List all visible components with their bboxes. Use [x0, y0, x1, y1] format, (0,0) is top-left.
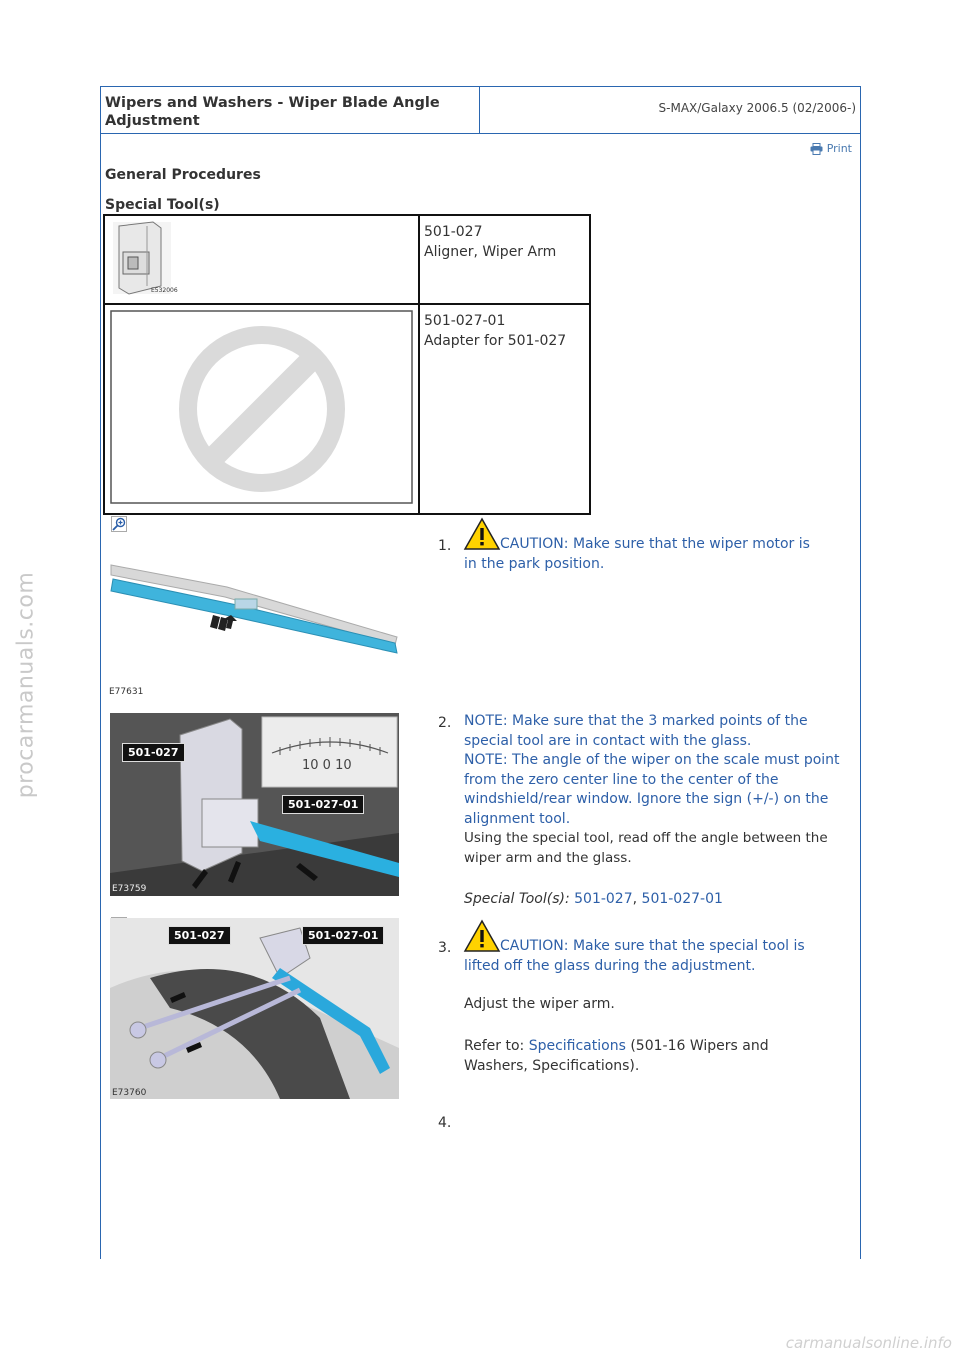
refer-suffix: (501-16 Wipers and Washers, Specifications). — [464, 1038, 769, 1074]
step-number: 4. — [438, 1115, 452, 1131]
tool-image-cell — [104, 304, 419, 514]
tool-image-aligner — [105, 216, 418, 299]
section-heading-general: General Procedures — [105, 167, 261, 183]
image-code: E73760 — [112, 1088, 147, 1098]
refer-prefix: Refer to: — [464, 1038, 525, 1054]
special-tools-label: Special Tool(s): — [464, 891, 570, 907]
step-number: 3. — [438, 940, 452, 956]
step-special-tools — [464, 890, 856, 910]
step-caution: CAUTION: Make sure that the special tool is lifted off the glass during the adjustment. — [464, 938, 805, 974]
tool-link-separator: , — [632, 891, 638, 907]
table-row — [104, 215, 590, 304]
step-caution: CAUTION: Make sure that the wiper motor is in the park position. — [464, 536, 810, 572]
step-reference — [464, 1037, 824, 1076]
photo-drawing — [110, 918, 399, 1099]
tool-image-code: E532006 — [151, 287, 178, 294]
special-tools-table — [103, 214, 591, 515]
callout-label: 501-027-01 — [302, 926, 384, 945]
tool-code: 501-027 — [424, 224, 483, 240]
tool-description-cell — [419, 304, 590, 514]
scale-readout: 10 0 10 — [302, 758, 352, 773]
step-number: 1. — [438, 538, 452, 554]
tool-image-cell — [104, 215, 419, 304]
side-watermark — [8, 560, 44, 810]
wiper-blade-illustration — [107, 557, 399, 702]
specifications-link[interactable]: Specifications — [528, 1038, 626, 1054]
table-row — [104, 304, 590, 514]
step-note: NOTE: Make sure that the 3 marked points of the special tool are in contact with the glass. — [464, 713, 808, 749]
image-code: E73759 — [112, 884, 147, 894]
document-frame — [100, 86, 861, 1259]
zoom-icon[interactable] — [111, 516, 127, 532]
page-header — [101, 87, 860, 134]
callout-label: 501-027 — [122, 743, 185, 762]
special-tool-on-glass-photo — [110, 713, 399, 896]
tool-code: 501-027-01 — [424, 313, 506, 329]
step-instruction: Adjust the wiper arm. — [464, 996, 615, 1012]
step-note: NOTE: The angle of the wiper on the scale must point from the zero center line to the center of the windshield/rear window. Ignore the sign (+/-) on the alignment tool. — [464, 752, 840, 827]
step-number: 2. — [438, 715, 452, 731]
tool-name: Aligner, Wiper Arm — [424, 244, 557, 260]
tool-name: Adapter for 501-027 — [424, 333, 567, 349]
side-watermark-text: procarmanuals.com — [13, 571, 39, 799]
no-image-placeholder-icon — [105, 305, 418, 509]
callout-label: 501-027-01 — [282, 795, 364, 814]
section-heading-special-tools: Special Tool(s) — [105, 197, 220, 213]
wiper-arm-adjustment-photo — [110, 918, 399, 1099]
image-code: E77631 — [109, 687, 144, 697]
step-instruction: Using the special tool, read off the angle between the wiper arm and the glass. — [464, 830, 828, 866]
callout-label: 501-027 — [168, 926, 231, 945]
tool-link-501-027[interactable]: 501-027 — [574, 891, 633, 907]
header-divider — [479, 87, 480, 133]
print-button[interactable] — [810, 142, 852, 155]
page-title: Wipers and Washers - Wiper Blade Angle Adjustment — [105, 95, 440, 129]
footer-watermark: carmanualsonline.info — [785, 1334, 952, 1352]
tool-link-501-027-01[interactable]: 501-027-01 — [641, 891, 723, 907]
print-label: Print — [826, 142, 852, 155]
printer-icon — [810, 143, 823, 155]
tool-description-cell — [419, 215, 590, 304]
vehicle-model: S-MAX/Galaxy 2006.5 (02/2006-) — [658, 101, 856, 115]
